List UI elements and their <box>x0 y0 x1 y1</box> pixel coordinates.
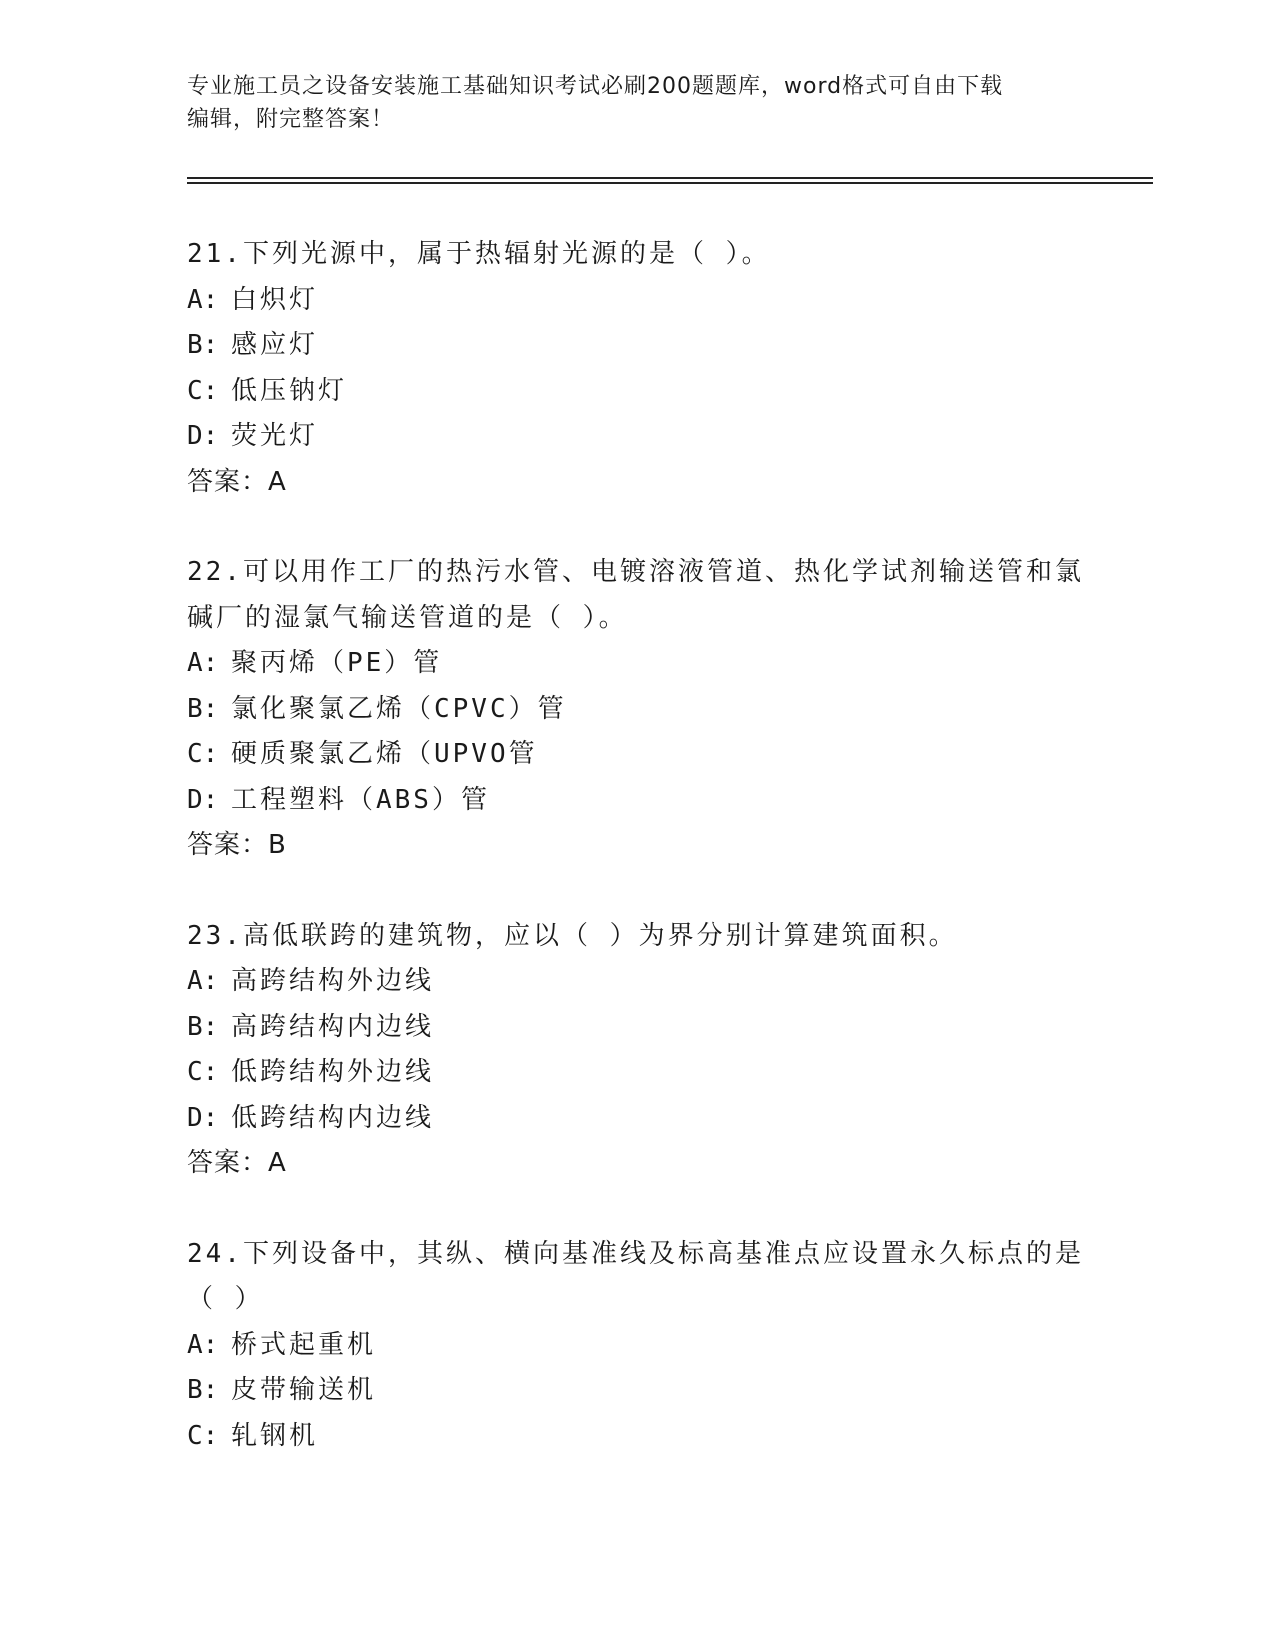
option-a <box>187 1323 1087 1369</box>
question-23 <box>187 914 1087 1187</box>
option-letter: A: <box>187 966 219 996</box>
option-text: 皮带输送机 <box>231 1375 377 1405</box>
option-text: 氯化聚氯乙烯（CPVC）管 <box>231 693 567 724</box>
question-21 <box>187 232 1087 505</box>
option-text: 低跨结构内边线 <box>231 1102 435 1133</box>
option-text: 高跨结构内边线 <box>231 1011 435 1042</box>
answer: 答案：A <box>187 466 287 497</box>
option-letter: B: <box>187 1375 219 1405</box>
option-text: 荧光灯 <box>231 421 319 451</box>
option-c <box>187 369 1087 415</box>
option-text: 轧钢机 <box>231 1420 319 1451</box>
option-text: 感应灯 <box>231 330 319 360</box>
option-letter: C: <box>187 739 219 769</box>
header-divider-top <box>187 177 1153 179</box>
question-list <box>187 232 1087 1504</box>
option-text: 硬质聚氯乙烯（UPVO管 <box>231 739 538 769</box>
option-c <box>187 1050 1087 1096</box>
option-text: 低压钠灯 <box>231 375 348 406</box>
option-text: 高跨结构外边线 <box>231 966 435 996</box>
option-letter: A: <box>187 1329 219 1360</box>
question-stem: 24.下列设备中，其纵、横向基准线及标高基准点应设置永久标点的是（ ） <box>187 1238 1084 1314</box>
question-stem: 23.高低联跨的建筑物，应以（ ）为界分别计算建筑面积。 <box>187 920 958 951</box>
option-text: 低跨结构外边线 <box>231 1057 435 1087</box>
option-letter: D: <box>187 784 219 815</box>
option-letter: B: <box>187 330 219 360</box>
option-b <box>187 1368 1087 1414</box>
question-stem: 22.可以用作工厂的热污水管、电镀溶液管道、热化学试剂输送管和氯碱厂的湿氯气输送管道的是（ ）。 <box>187 557 1084 633</box>
option-letter: D: <box>187 421 219 451</box>
question-stem: 21.下列光源中，属于热辐射光源的是（ ）。 <box>187 239 771 269</box>
option-text: 工程塑料（ABS）管 <box>231 784 490 815</box>
option-text: 聚丙烯（PE）管 <box>231 648 443 678</box>
header-line-1: 专业施工员之设备安装施工基础知识考试必刷200题题库，word格式可自由下载 <box>187 74 1004 99</box>
option-b <box>187 323 1087 369</box>
option-letter: C: <box>187 1057 219 1087</box>
option-c <box>187 1414 1087 1460</box>
option-b <box>187 687 1087 733</box>
answer: 答案：B <box>187 830 287 860</box>
option-text: 白炽灯 <box>231 284 319 315</box>
option-d <box>187 414 1087 460</box>
document-header <box>187 70 1087 136</box>
option-text: 桥式起重机 <box>231 1329 377 1360</box>
option-a <box>187 641 1087 687</box>
option-a <box>187 278 1087 324</box>
option-d <box>187 778 1087 824</box>
question-24 <box>187 1232 1087 1460</box>
option-c <box>187 732 1087 778</box>
option-letter: D: <box>187 1102 219 1133</box>
option-letter: B: <box>187 693 219 724</box>
question-22 <box>187 550 1087 869</box>
option-letter: C: <box>187 375 219 406</box>
answer: 答案：A <box>187 1148 287 1178</box>
option-letter: B: <box>187 1011 219 1042</box>
header-divider-bottom <box>187 182 1153 184</box>
option-a <box>187 959 1087 1005</box>
option-b <box>187 1005 1087 1051</box>
header-line-2: 编辑，附完整答案！ <box>187 107 395 132</box>
option-letter: C: <box>187 1420 219 1451</box>
option-d <box>187 1096 1087 1142</box>
option-letter: A: <box>187 284 219 315</box>
option-letter: A: <box>187 648 219 678</box>
